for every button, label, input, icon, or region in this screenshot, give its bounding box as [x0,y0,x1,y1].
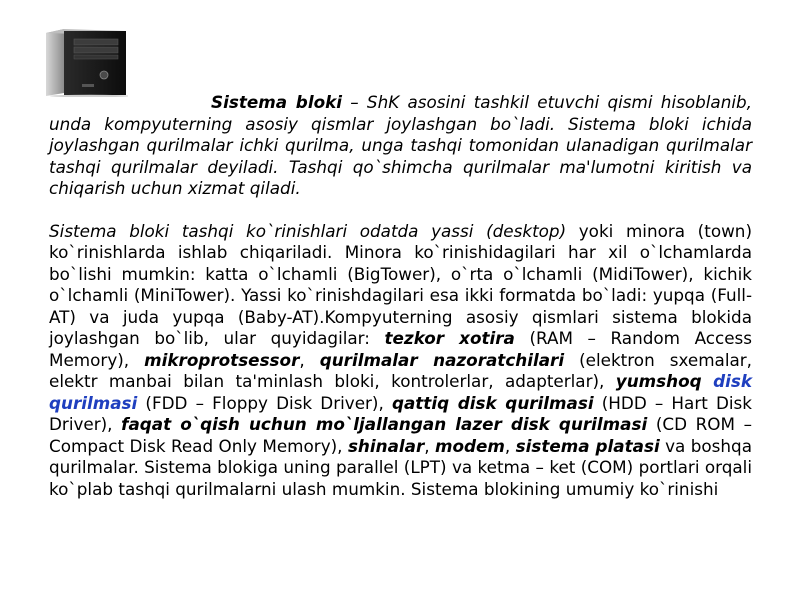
term-yumshoq: yumshoq [615,371,702,391]
term-sistema-bloki: Sistema bloki [211,92,343,112]
term-lazer-disk: faqat o`qish uchun mo`ljallangan lazer disk qurilmasi [121,414,648,434]
separator: , [299,349,320,370]
term-qattiq-disk: qattiq disk qurilmasi [391,392,594,413]
term-mikroprotsessor: mikroprotsessor [144,349,300,370]
computer-tower-icon [44,29,128,97]
text-controllers: (elektron sxemalar, elektr manbai bilan ta'minlash bloki, kontrolerlar, adapterlar), [49,349,753,391]
text-hdd: (HDD – Hart Disk Driver), [49,392,752,434]
text-ram: (RAM – Random Access Memory), [49,328,753,370]
paragraph-2-text: yoki minora (town) ko`rinishlarda ishlab chiqariladi. Minora ko`rinishidagilari har xil o`lchamlarda bo`lishi mumkin: katta o`lchamli (BigTower), o`rta o`lchamli (MidiTower), kichik o`lchamli (MiniTower). Yassi ko`rinishdagilari esa ikki formatda bo`ladi: yupqa (Full-AT) va juda yupqa (Baby-AT).Kompyuterning asosiy qismlari sistema blokida joylashgan bo`lib, ular quyidagilar: [49,220,752,348]
text-fdd: (FDD – Floppy Disk Driver), [137,392,392,413]
term-qurilmalar-nazoratchilari: qurilmalar nazoratchilari [319,349,565,370]
link-disk-qurilmasi[interactable]: disk qurilmasi [49,371,752,413]
separator: , [504,435,516,456]
paragraph-2-ending: va boshqa qurilmalar. Sistema blokiga uning parallel (LPT) va ketma – ket (COM) portlari orqali ko`plab tashqi qurilmalarni ulash mumkin. Sistema blokining umumiy ko`rinishi [49,435,752,499]
body-text [49,92,752,500]
term-modem: modem [435,435,505,456]
paragraph-2-intro: Sistema bloki tashqi ko`rinishlari odatda yassi (desktop) [49,220,567,241]
separator: , [424,435,435,456]
paragraph-components [49,221,752,501]
text-cdrom: (CD ROM – Compact Disk Read Only Memory), [49,414,752,456]
separator [702,371,713,391]
term-sistema-platasi: sistema platasi [515,435,660,456]
paragraph-1-text: – ShK asosini tashkil etuvchi qismi hisoblanib, unda kompyuterning asosiy qismlar joylashgan bo`ladi. Sistema bloki ichida joylashgan qurilmalar ichki qurilma, unga tashqi tomonidan ulanadigan qurilmalar tashqi qurilmalar deyiladi. Tashqi qo`shimcha qurilmalar ma'lumotni kiritish va chiqarish uchun xizmat qiladi. [49,92,752,198]
term-tezkor-xotira: tezkor xotira [384,328,515,348]
paragraph-sistema-bloki [49,92,752,200]
term-shinalar: shinalar [347,435,425,456]
